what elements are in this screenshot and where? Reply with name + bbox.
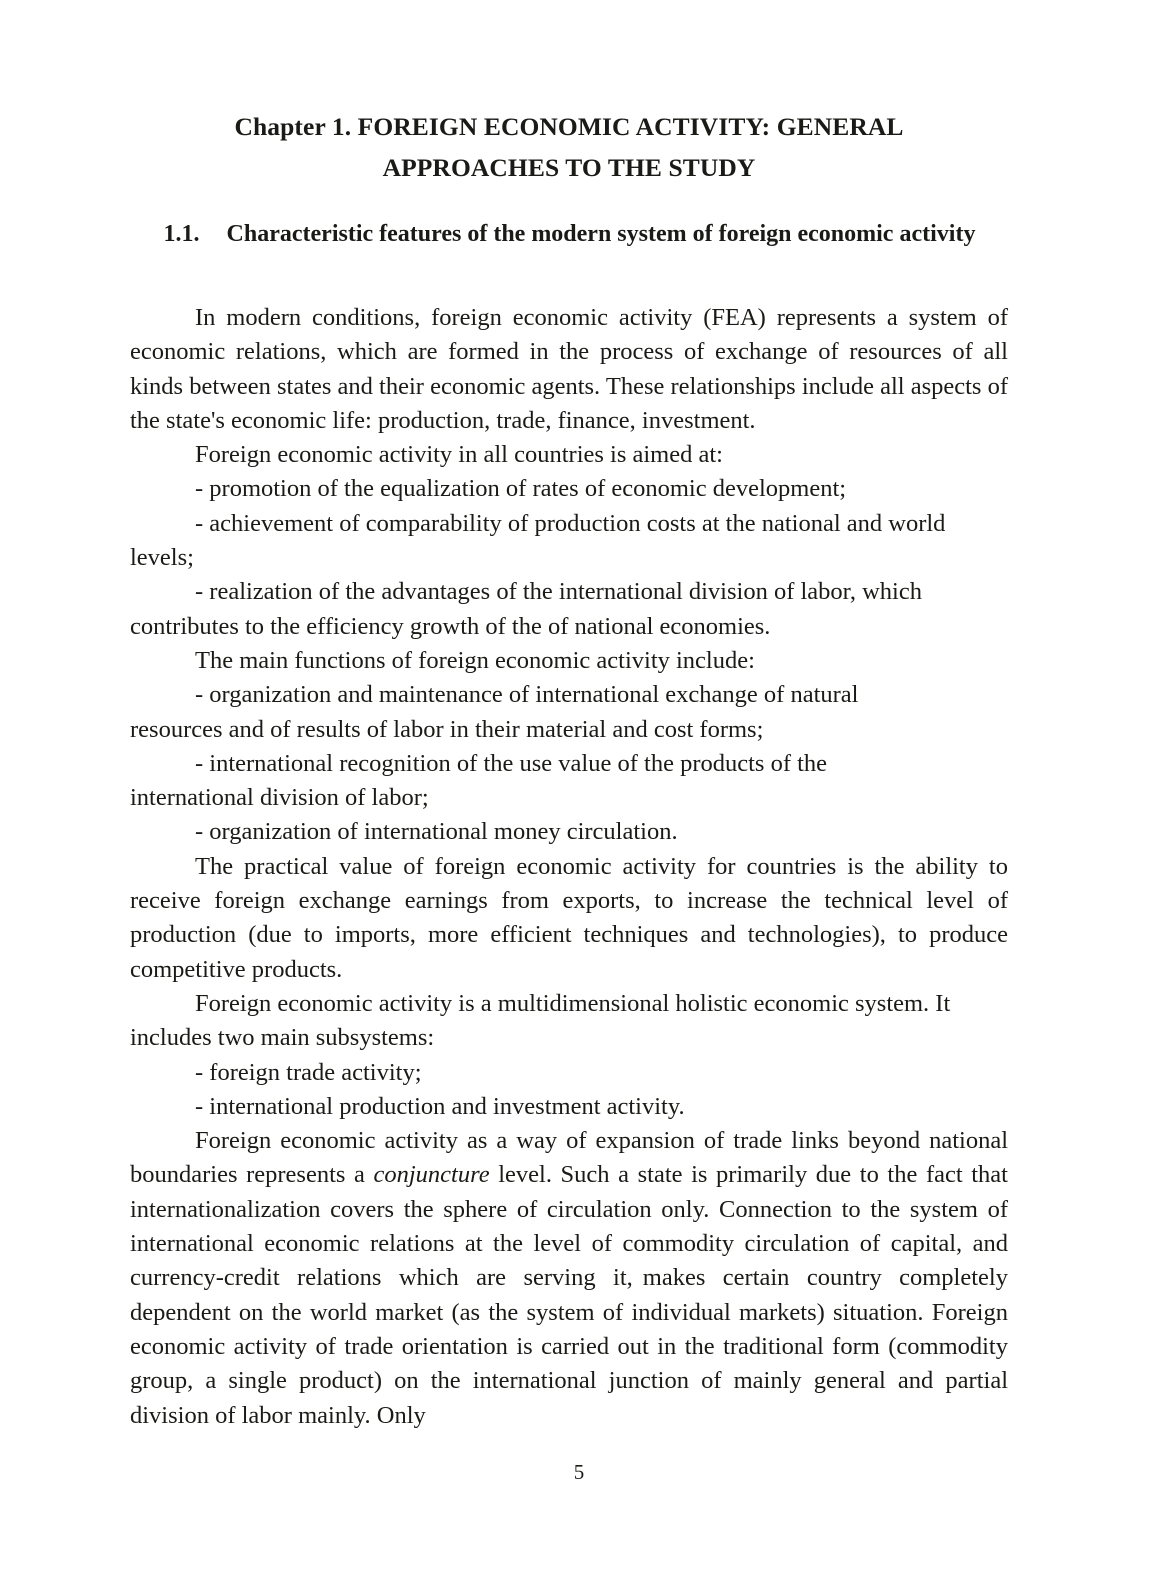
paragraph-conjuncture-part-a: Foreign economic activity as a way of expansion of trade links beyond national boundaries represents a: [130, 1127, 1008, 1189]
section-heading: [130, 188, 1008, 255]
list-item-function-1-line-2: resources and of results of labor in their material and cost forms;: [130, 715, 764, 743]
list-item-aim-2-line-1: - achievement of comparability of production costs at the national and world: [195, 509, 946, 537]
chapter-title-line-2: APPROACHES TO THE STUDY: [382, 153, 756, 182]
paragraph-conjuncture: [130, 1124, 1008, 1433]
list-item-aim-2: [130, 507, 1008, 576]
paragraph-aims-lead: [130, 438, 1008, 472]
list-item-function-2-line-2: international division of labor;: [130, 784, 429, 812]
list-item-aim-3-line-2: contributes to the efficiency growth of the of national economies.: [130, 612, 771, 640]
paragraph-aims-lead-text: Foreign economic activity in all countries is aimed at:: [195, 441, 723, 469]
list-item-aim-1-text: - promotion of the equalization of rates of economic development;: [195, 475, 847, 503]
paragraph-conjuncture-part-b: level. Such a state is primarily due to the fact that internationalization covers the sphere of circulation only. Connection to the system of international economic relations at the level of commodity circulation of capital, and currency-credit relations which are serving it,: [130, 1161, 1008, 1292]
list-item-aim-1: [130, 472, 1008, 506]
page-number: 5: [573, 1460, 585, 1484]
paragraph-practical-value: [130, 850, 1008, 987]
paragraph-subsystems-lead: [130, 987, 1008, 1056]
section-number: 1.1.: [163, 221, 200, 247]
list-item-function-1-line-1: - organization and maintenance of international exchange of natural: [195, 681, 859, 709]
chapter-title-line-1: Chapter 1. FOREIGN ECONOMIC ACTIVITY: GENERAL: [234, 112, 904, 141]
section-title-line-1: Characteristic features of the modern system of foreign economic: [226, 221, 894, 247]
paragraph-intro: [130, 255, 1008, 438]
emphasis-conjuncture: conjuncture: [373, 1161, 490, 1189]
list-item-subsystem-1-text: - foreign trade activity;: [195, 1058, 422, 1086]
list-item-subsystem-2: [130, 1090, 1008, 1124]
list-item-aim-3-line-1: - realization of the advantages of the international division of labor, which: [195, 578, 922, 606]
paragraph-functions-lead-text: The main functions of foreign economic activity include:: [195, 646, 755, 674]
chapter-title: [130, 0, 1008, 188]
list-item-aim-3: [130, 575, 1008, 644]
list-item-function-2: [130, 747, 1008, 816]
list-item-function-3-text: - organization of international money circulation.: [195, 818, 678, 846]
list-item-function-2-line-1: - international recognition of the use value of the products of the: [195, 749, 828, 777]
list-item-aim-2-line-2: levels;: [130, 544, 194, 572]
list-item-subsystem-2-text: - international production and investment activity.: [195, 1092, 685, 1120]
list-item-function-1: [130, 678, 1008, 747]
paragraph-intro-text: In modern conditions, foreign economic activity (FEA) represents a system of economic relations, which are formed in the process of exchange of resources of all kinds between states and their economic agents. These relationships include all aspects of the state's economic life: production, trade, finance, investment.: [130, 304, 1008, 434]
page-content: [130, 0, 1008, 1433]
paragraph-subsystems-lead-text: Foreign economic activity is a multidimensional holistic economic system. It includes two main subsystems:: [130, 989, 951, 1052]
section-title-line-2: activity: [899, 221, 976, 247]
paragraph-conjuncture-part-c: makes certain country completely dependent on the world market (as the system of individual markets) situation. Foreign economic activity of trade orientation is carried out in the traditional form (commodity group, a single product) on the international junction of mainly general and partial division of labor mainly. Only: [130, 1264, 1008, 1429]
paragraph-functions-lead: [130, 644, 1008, 678]
paragraph-practical-value-text: The practical value of foreign economic activity for countries is the ability to receive foreign exchange earnings from exports, to increase the technical level of production (due to imports, more efficient techniques and technologies), to produce competitive products.: [130, 852, 1008, 983]
list-item-subsystem-1: [130, 1056, 1008, 1090]
list-item-function-3: [130, 815, 1008, 849]
